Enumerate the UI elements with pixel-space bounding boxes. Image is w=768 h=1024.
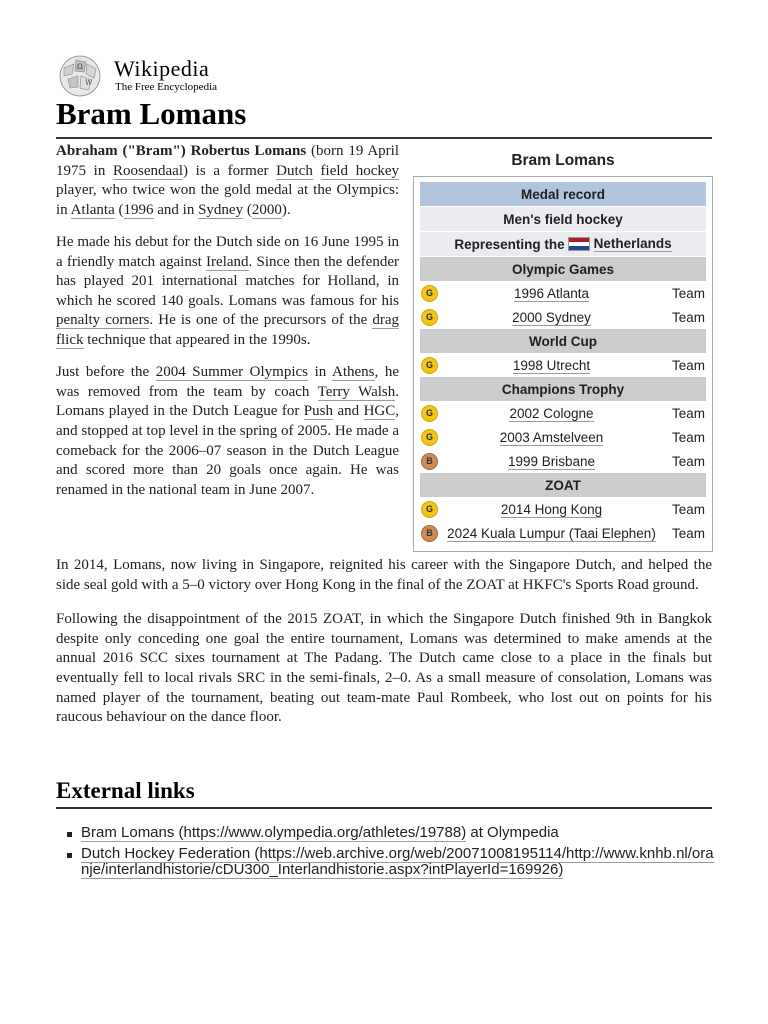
infobox [413,146,713,552]
link-ireland[interactable]: Ireland [206,253,249,270]
link-athens[interactable]: Athens [332,364,375,381]
gold-medal-icon: G [421,501,438,518]
section-heading-external-links: External links [56,778,195,803]
section-divider [56,807,712,809]
country-link[interactable]: Netherlands [593,236,672,251]
event-type: Team [671,501,705,517]
gold-medal-icon: G [421,357,438,374]
sport-header: Men's field hockey [420,207,706,231]
gold-medal-icon: G [421,405,438,422]
bronze-medal-icon: B [421,525,438,542]
medal-row [420,401,706,425]
article-lead [56,142,399,513]
section-world-cup: World Cup [420,329,706,353]
wikipedia-globe-icon[interactable] [56,54,104,98]
medal-row [420,281,706,305]
medal-row [420,305,706,329]
wikipedia-tagline: The Free Encyclopedia [115,81,218,93]
list-item: Bram Lomans (https://www.olympedia.org/athletes/19788) at Olympedia [56,825,716,842]
title-divider [56,137,712,139]
medal-row [420,521,706,545]
event-link[interactable]: 2014 Hong Kong [500,501,603,517]
event-type: Team [671,525,705,541]
event-link[interactable]: 2003 Amstelveen [499,429,604,445]
link-atlanta[interactable]: Atlanta [70,201,115,218]
paragraph-singapore: In 2014, Lomans, now living in Singapore, reignited his career with the Singapore Dutch, and helped the side seal gold with a 5–0 victory over Hong Kong in the final of the ZOAT at HKFC's Sports Road ground. [56,557,712,593]
link-drag-flick[interactable]: drag flick [56,312,399,348]
gold-medal-icon: G [421,309,438,326]
external-link-olympedia[interactable]: Bram Lomans (https://www.olympedia.org/athletes/19788) [81,824,467,841]
site-header [56,52,356,100]
link-1996[interactable]: 1996 [123,201,154,218]
gold-medal-icon: G [421,429,438,446]
section-zoat: ZOAT [420,473,706,497]
paragraph-zoat-2015: Following the disappointment of the 2015 ZOAT, in which the Singapore Dutch finished 9th in Bangkok despite only conceding one goal the entire tournament, Lomans was determined to make amends at the annual 2016 SCC sixes tournament at The Padang. The Dutch came close to a place in the finals but eventually fell to local rivals SRC in the semi-finals, 2–0. As a small measure of consolation, Lomans was named player of the tournament, beating out team-mate Paul Rombeek, who lost out on points for his raucous behaviour on the dance floor. [56,611,712,726]
event-link[interactable]: 2002 Cologne [509,405,594,421]
list-item [56,846,716,879]
event-link[interactable]: 2000 Sydney [512,309,591,325]
link-roosendaal[interactable]: Roosendaal [113,162,183,179]
paragraph-intro: Abraham ("Bram") Robertus Lomans (born 19 April 1975 in Roosendaal) is a former Dutch field hockey player, who twice won the gold medal at the Olympics: in Atlanta (1996 and in Sydney (2000). [56,143,400,218]
event-link[interactable]: 2024 Kuala Lumpur (Taai Elephen) [447,525,656,541]
external-link-knhb[interactable]: Dutch Hockey Federation (https://web.archive.org/web/20071008195114/http://www.knhb.nl/oranje/interlandhistorie/cDU300_Interlandhistorie.aspx?intPlayerId=169926) [81,844,714,878]
link-hgc[interactable]: HGC [363,403,396,420]
link-2004-olympics[interactable]: 2004 Summer Olympics [155,364,309,381]
paragraph-career: Just before the 2004 Summer Olympics in Athens, he was removed from the team by coach Terry Walsh. Lomans played in the Dutch League for Push and HGC, and stopped at top level in the spring of 2005. He made a comeback for the 2006–07 season in the Dutch League and scored more than 20 goals once again. He was renamed in the national team in June 2007. [56,364,399,498]
event-link[interactable]: 1996 Atlanta [513,285,590,301]
page-title: Bram Lomans [56,96,247,131]
netherlands-flag-icon [568,237,590,251]
link-terry-walsh[interactable]: Terry Walsh [317,383,396,400]
article-body [56,556,712,743]
subject-name: Abraham ("Bram") Robertus Lomans [56,143,307,159]
event-link[interactable]: 1999 Brisbane [507,453,596,469]
link-dutch[interactable]: Dutch [276,162,313,179]
medal-row [420,449,706,473]
event-type: Team [671,453,705,469]
infobox-title: Bram Lomans [511,152,615,169]
link-push[interactable]: Push [303,403,333,420]
section-olympic-games: Olympic Games [420,257,706,281]
representing-row: Representing the Netherlands [420,232,706,256]
medal-record-header: Medal record [420,182,706,206]
medal-record-table [413,176,713,552]
medal-row [420,353,706,377]
bronze-medal-icon: B [421,453,438,470]
event-type: Team [671,405,705,421]
medal-row [420,497,706,521]
medal-row [420,425,706,449]
link-penalty-corners[interactable]: penalty corners [56,312,150,329]
event-type: Team [671,309,705,325]
svg-text:Ω: Ω [77,63,83,71]
svg-text:W: W [85,79,93,87]
event-type: Team [671,285,705,301]
link-field-hockey[interactable]: field hockey [320,162,400,179]
event-link[interactable]: 1998 Utrecht [512,357,591,373]
gold-medal-icon: G [421,285,438,302]
link-2000[interactable]: 2000 [251,201,282,218]
event-type: Team [671,429,705,445]
link-sydney[interactable]: Sydney [198,201,244,218]
external-links-list [56,825,716,883]
wikipedia-wordmark[interactable]: Wikipedia [114,56,210,81]
paragraph-debut: He made his debut for the Dutch side on 16 June 1995 in a friendly match against Ireland. Since then the defender has played 201 international matches for Holland, in which he scored 140 goals. Lomans was famous for his penalty corners. He is one of the precursors of the drag flick technique that appeared in the 1990s. [56,233,399,348]
section-champions-trophy: Champions Trophy [420,377,706,401]
event-type: Team [671,357,705,373]
